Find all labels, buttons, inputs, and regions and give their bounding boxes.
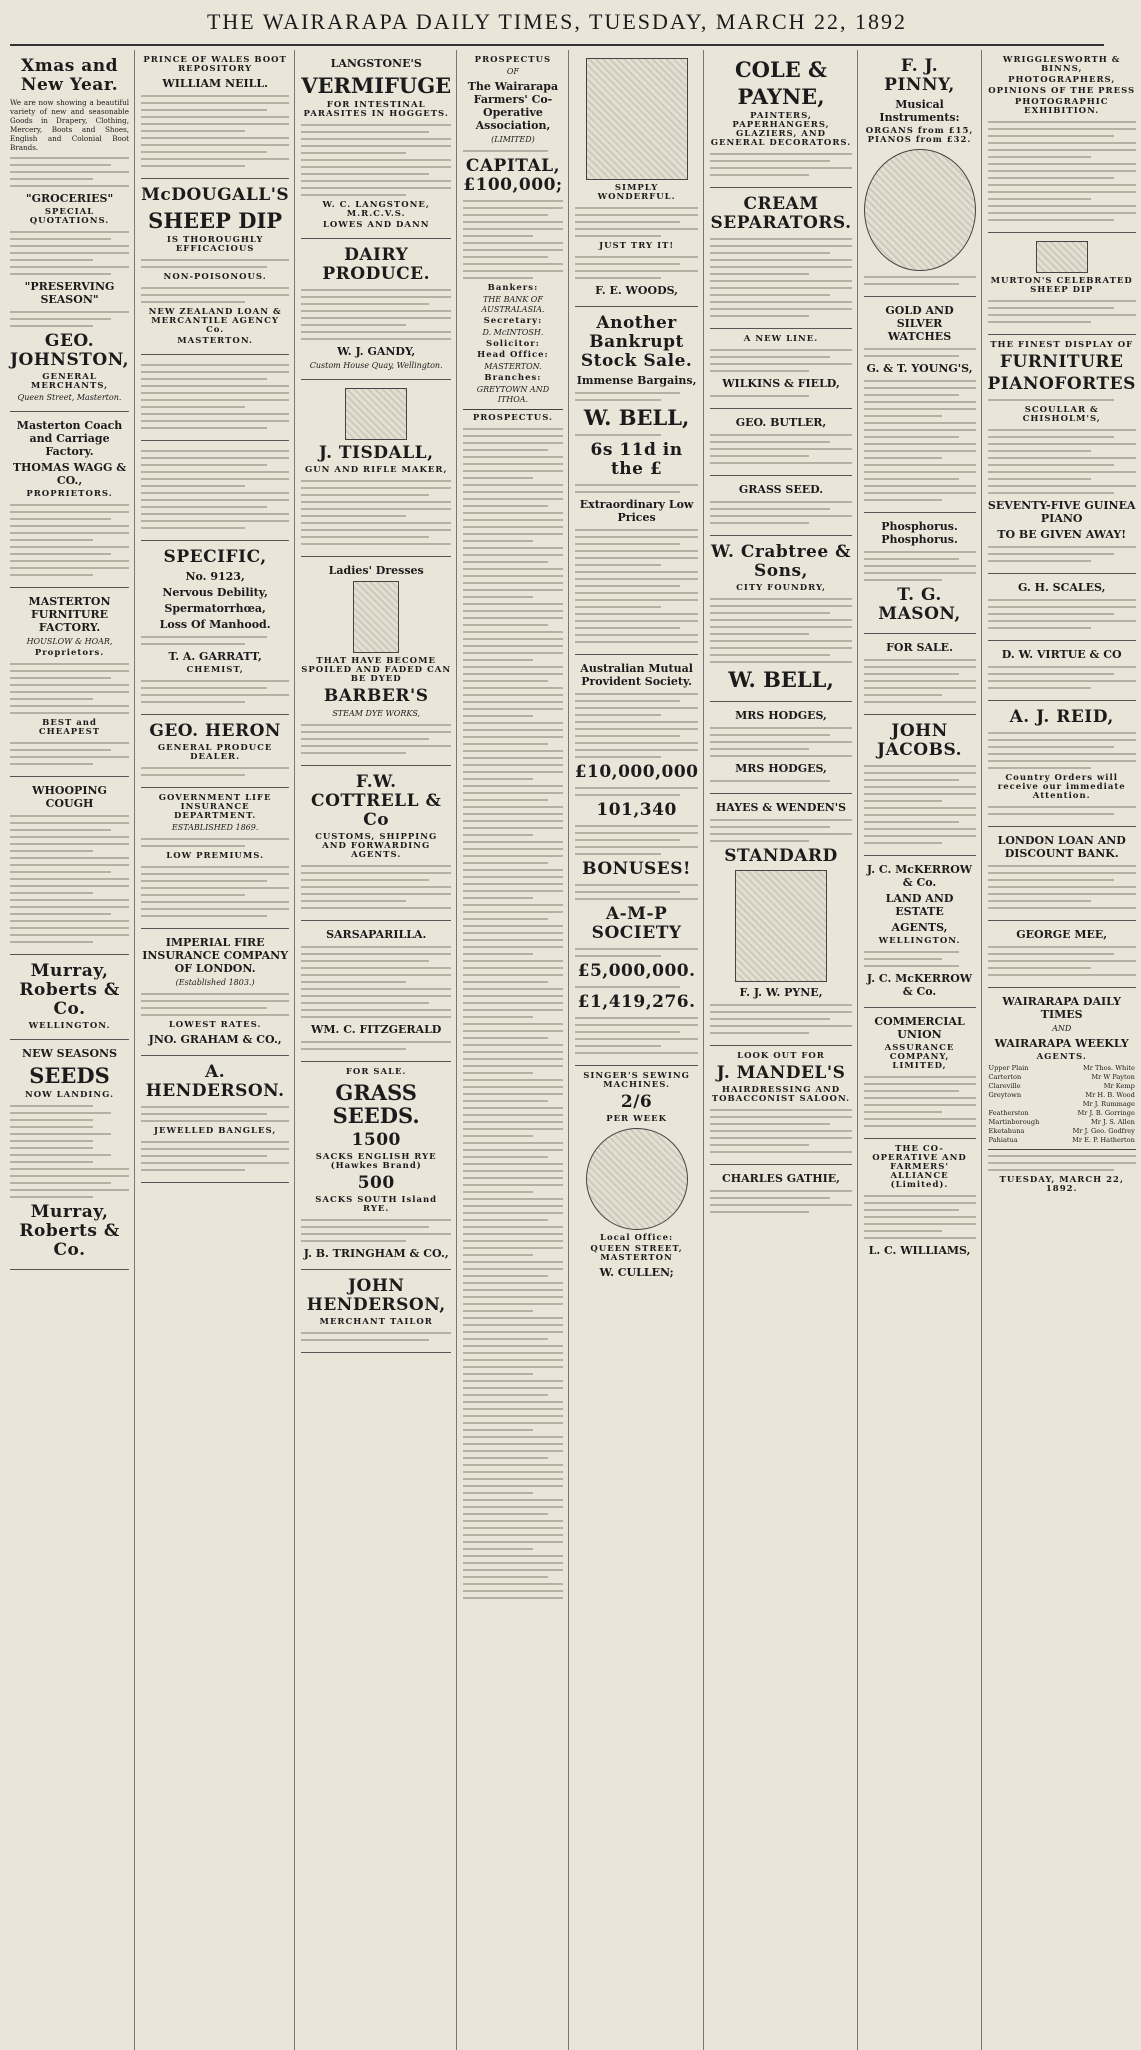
furniture-heading: MASTERTON FURNITURE FACTORY. xyxy=(28,595,111,634)
scoullar-name: SCOULLAR & CHISHOLM'S, xyxy=(1022,405,1101,424)
vermifuge-ad xyxy=(301,50,451,239)
barbers-sub: STEAM DYE WORKS, xyxy=(332,709,421,718)
low-prices: Extraordinary Low Prices xyxy=(579,498,694,524)
singer-medallion xyxy=(586,1128,688,1230)
opinions-heading: OPINIONS OF THE PRESS xyxy=(988,86,1136,96)
geo-johnston-sub: GENERAL MERCHANTS, xyxy=(30,372,109,391)
agent-place: Featherston xyxy=(988,1109,1029,1117)
agent-name: Mr Kemp xyxy=(1103,1082,1135,1090)
grass-seed-ad xyxy=(710,476,851,536)
tisdall-sub: GUN AND RIFLE MAKER, xyxy=(304,465,448,475)
old-cure-ad xyxy=(141,441,289,541)
govt-heading: GOVERNMENT LIFE INSURANCE DEPARTMENT. xyxy=(158,793,272,821)
scales-name: G. H. SCALES, xyxy=(1017,581,1106,594)
mcdougall-name: McDOUGALL'S xyxy=(141,185,290,205)
prince-of-wales-ad xyxy=(141,50,289,179)
another-bankrupt: Another Bankrupt Stock Sale. xyxy=(580,313,693,371)
phosphorus-heading: Phosphorus. Phosphorus. xyxy=(881,520,958,546)
sarsaparilla-ad xyxy=(301,921,451,1062)
mandel-ad xyxy=(710,1046,851,1165)
amp-name: A-M-P SOCIETY xyxy=(591,904,682,943)
mandel-name: J. MANDEL'S xyxy=(716,1063,846,1083)
henderson-ad xyxy=(141,1056,289,1183)
crabtree-name: W. Crabtree & Sons, xyxy=(711,542,851,581)
gandy-sub: Custom House Quay, Wellington. xyxy=(309,361,443,370)
agent-row xyxy=(988,1136,1136,1145)
wdt-heading: WAIRARAPA DAILY TIMES xyxy=(1002,995,1122,1021)
lowest-rates: LOWEST RATES. xyxy=(168,1020,262,1030)
column-1 xyxy=(10,50,135,2050)
xmas-body: We are now showing a beautiful variety of new and seasonable Goods in Drapery, Clothing, Mercery, Boots and Shoes, English and Colonial Boot Brands. xyxy=(10,98,130,152)
photographers-label: PHOTOGRAPHERS, xyxy=(1008,75,1116,85)
organs-pianos: ORGANS from £15, PIANOS from £32. xyxy=(865,126,974,145)
agent-place: Martinborough xyxy=(988,1118,1040,1126)
agent-name: Mr J. S. Allen xyxy=(1090,1118,1135,1126)
secretary-label: Secretary: xyxy=(483,316,543,326)
agent-place xyxy=(988,1100,1055,1109)
sewing-machine-illustration xyxy=(735,870,827,982)
govt-established: ESTABLISHED 1869. xyxy=(171,823,259,832)
reid-ad xyxy=(988,701,1136,827)
now-landing: NOW LANDING. xyxy=(25,1090,115,1100)
whooping-cough-ad xyxy=(10,777,129,955)
heron-ad xyxy=(141,715,289,788)
reid-name: A. J. REID, xyxy=(1009,707,1114,727)
bankers-label: Bankers: xyxy=(487,283,539,293)
agent-row xyxy=(988,1118,1136,1127)
agent-name: Mr E. P. Hatherton xyxy=(1072,1136,1135,1144)
price-in-pound: 6s 11d in the £ xyxy=(590,440,683,479)
branch-places: GREYTOWN AND ITHOA. xyxy=(476,385,550,404)
singer-ad xyxy=(575,1066,699,1288)
cream-heading: CREAM SEPARATORS. xyxy=(710,194,852,233)
given-away: TO BE GIVEN AWAY! xyxy=(997,528,1127,541)
wfc-name: The Wairarapa Farmers' Co-Operative Association, xyxy=(467,80,559,132)
fitzgerald-name: WM. C. FITZGERALD xyxy=(311,1023,442,1036)
agent-row xyxy=(988,1109,1136,1118)
virtue-ad xyxy=(988,641,1136,701)
furniture-owner-sub: Proprietors. xyxy=(34,648,105,658)
prince-heading: PRINCE OF WALES BOOT REPOSITORY xyxy=(143,55,287,74)
local-office: Local Office: xyxy=(599,1233,674,1243)
column-7 xyxy=(864,50,982,2050)
painters-sub: PAINTERS, PAPERHANGERS, GLAZIERS, AND GENERAL DECORATORS. xyxy=(710,111,852,148)
farmers-alliance-ad xyxy=(864,1139,976,1266)
john-henderson-ad xyxy=(301,1270,451,1353)
w-langstone: W. C. LANGSTONE, M.R.C.V.S. xyxy=(322,200,430,219)
agent-row xyxy=(988,1082,1136,1091)
for-sale-heading: FOR SALE. xyxy=(886,641,953,654)
bell-name-1: W. BELL, xyxy=(583,405,690,430)
preserving-heading: "PRESERVING SEASON" xyxy=(24,280,115,306)
provident-heading: Australian Mutual Provident Society. xyxy=(580,662,693,688)
woods-name: F. E. WOODS, xyxy=(595,284,678,297)
agent-row xyxy=(988,1064,1136,1073)
look-out: LOOK OUT FOR xyxy=(737,1051,825,1061)
loan-bank-ad xyxy=(988,827,1136,921)
pyne-name: F. J. W. PYNE, xyxy=(739,986,823,999)
agent-row xyxy=(988,1091,1136,1100)
agents-heading: AGENTS. xyxy=(1036,1052,1087,1062)
wagg-sub: PROPRIETORS. xyxy=(26,489,113,499)
cream-separators-ad xyxy=(710,188,851,329)
agent-name: Mr H. B. Wood xyxy=(1085,1091,1135,1099)
specific-number: No. 9123, xyxy=(185,570,245,583)
commercial-union-sub: ASSURANCE COMPANY, LIMITED, xyxy=(884,1043,955,1071)
farmers-alliance: THE CO-OPERATIVE AND FARMERS' ALLIANCE (Limited). xyxy=(872,1144,967,1190)
lowes-dann: LOWES AND DANN xyxy=(322,220,430,230)
sheep-dip-sub: IS THOROUGHLY EFFICACIOUS xyxy=(166,235,264,254)
qty-1500-sub: SACKS ENGLISH RYE (Hawkes Brand) xyxy=(315,1152,437,1171)
best-cheapest: BEST and CHEAPEST xyxy=(38,718,101,737)
mason-name: T. G. MASON, xyxy=(878,585,961,624)
lemon-ad xyxy=(141,355,289,441)
murray-name-1: Murray, Roberts & Co. xyxy=(19,961,120,1019)
garratt-sub: CHEMIST, xyxy=(186,665,244,675)
heron-name: GEO. HERON xyxy=(149,721,281,741)
for-sale: FOR SALE. xyxy=(345,1067,407,1077)
sheep-dip-ad xyxy=(141,179,289,355)
hayes-name: HAYES & WENDEN'S xyxy=(715,801,847,814)
mckerrow-name-1: J. C. McKERROW & Co. xyxy=(866,863,973,889)
grass-seeds-heading: GRASS SEEDS. xyxy=(332,1080,420,1128)
seeds-ad xyxy=(10,1040,129,1270)
per-week: PER WEEK xyxy=(606,1114,667,1124)
cottrell-name: F.W. COTTRELL & Co xyxy=(311,772,442,830)
non-poisonous: NON-POISONOUS. xyxy=(163,272,267,282)
xmas-heading: Xmas and New Year. xyxy=(20,56,119,95)
bankrupt-sale-ad xyxy=(575,307,699,655)
whooping-heading: WHOOPING COUGH xyxy=(32,784,107,810)
tringham-name: J. B. TRINGHAM & CO., xyxy=(303,1247,449,1260)
agent-name: Mr Thos. White xyxy=(1083,1064,1135,1072)
furniture-display-ad xyxy=(988,335,1136,574)
tisdall-name: J. TISDALL, xyxy=(318,443,434,463)
ten-million: £10,000,000 xyxy=(574,762,699,782)
low-premiums: LOW PREMIUMS. xyxy=(166,851,265,861)
qty-500: 500 xyxy=(357,1173,395,1193)
wilkins-name: WILKINS & FIELD, xyxy=(722,377,840,390)
henderson-name: A. HENDERSON. xyxy=(145,1062,285,1101)
graham-name: JNO. GRAHAM & CO., xyxy=(148,1033,282,1046)
cole-payne-ad xyxy=(710,50,851,188)
simply-wonderful-ad xyxy=(575,50,699,307)
specific-heading: SPECIFIC, xyxy=(163,547,267,567)
garratt-name: T. A. GARRATT, xyxy=(168,650,262,663)
head-office-label: Head Office: xyxy=(477,350,549,360)
photographers-ad xyxy=(988,50,1136,233)
agents-table xyxy=(988,1064,1136,1145)
loss-of-manhood: Loss Of Manhood. xyxy=(159,618,271,631)
hodges-name-2: MRS HODGES, xyxy=(735,762,827,775)
virtue-name: D. W. VIRTUE & CO xyxy=(1001,648,1122,661)
gathie-name: CHARLES GATHIE, xyxy=(722,1172,840,1185)
furniture-owner: HOUSLOW & HOAR, xyxy=(26,637,113,646)
column-2 xyxy=(141,50,295,2050)
solicitor-label: Solicitor: xyxy=(485,339,540,349)
grass-seeds-ad xyxy=(301,1062,451,1270)
column-6 xyxy=(710,50,857,2050)
branches-label: Branches: xyxy=(484,373,542,383)
exhibition-heading: PHOTOGRAPHIC EXHIBITION. xyxy=(1014,97,1109,116)
jacobs-name: JOHN JACOBS. xyxy=(877,721,963,760)
prospectus-label: PROSPECTUS xyxy=(474,55,552,65)
imperial-established: (Established 1803.) xyxy=(175,978,255,987)
gold-watches: GOLD AND SILVER WATCHES xyxy=(885,304,954,343)
agent-row xyxy=(988,1127,1136,1136)
bell-name-2: W. BELL, xyxy=(728,667,834,692)
young-name: G. & T. YOUNG'S, xyxy=(866,362,973,375)
gun-illustration xyxy=(345,388,407,440)
bonuses-heading: BONUSES! xyxy=(582,859,691,879)
agent-place: Carterton xyxy=(988,1073,1022,1081)
finest-display: THE FINEST DISPLAY OF xyxy=(990,340,1134,350)
seeds-heading: SEEDS xyxy=(29,1063,110,1088)
tisdall-ad xyxy=(301,380,451,557)
barbers-name: BARBER'S xyxy=(323,686,429,706)
saloon-sub: HAIRDRESSING AND TOBACCONIST SALOON. xyxy=(711,1085,851,1104)
heron-sub: GENERAL PRODUCE DEALER. xyxy=(157,743,273,762)
agent-row xyxy=(988,1100,1136,1109)
imperial-fire-ad xyxy=(141,929,289,1056)
qty-1500: 1500 xyxy=(351,1130,401,1150)
groceries-heading: "GROCERIES" xyxy=(25,192,114,205)
crabtree-ad xyxy=(710,536,851,702)
singer-heading: SINGER'S SEWING MACHINES. xyxy=(583,1071,690,1090)
agent-place: Eketahuna xyxy=(988,1127,1025,1135)
prospectus-ad xyxy=(463,50,563,1610)
prospectus-of: OF xyxy=(506,67,519,76)
agent-row xyxy=(988,1073,1136,1082)
wilkins-field-ad xyxy=(710,329,851,409)
murray-ad-1 xyxy=(10,955,129,1040)
immense-bargains: Immense Bargains, xyxy=(576,374,697,387)
column-4 xyxy=(463,50,569,2050)
murray-sub-1: WELLINGTON. xyxy=(28,1021,111,1031)
williams-name: L. C. WILLIAMS, xyxy=(868,1244,971,1257)
land-estate: LAND AND ESTATE xyxy=(885,892,954,918)
agent-name: Mr J. Rummage xyxy=(1082,1100,1135,1108)
cottrell-ad xyxy=(301,766,451,921)
govt-insurance-ad xyxy=(141,788,289,929)
butler-name: GEO. BUTLER, xyxy=(735,416,827,429)
five-million: £5,000,000. xyxy=(577,961,696,981)
agents-ad xyxy=(988,988,1136,1202)
john-henderson-sub: MERCHANT TAILOR xyxy=(319,1317,433,1327)
murray-name-2: Murray, Roberts & Co. xyxy=(19,1202,120,1260)
instruments-illustration xyxy=(864,149,976,271)
standard-heading: STANDARD xyxy=(724,846,838,866)
city-foundry: CITY FOUNDRY, xyxy=(736,583,826,593)
xmas-ad xyxy=(10,50,129,412)
simply-wonderful: SIMPLY WONDERFUL. xyxy=(597,183,676,202)
geo-johnston-name: GEO. JOHNSTON, xyxy=(10,331,130,370)
murtons-heading: MURTON'S CELEBRATED SHEEP DIP xyxy=(990,276,1133,295)
wfc-limited: (LIMITED) xyxy=(491,135,535,144)
neill-name: WILLIAM NEILL. xyxy=(162,77,268,90)
seventy-five-guinea: SEVENTY-FIVE GUINEA PIANO xyxy=(987,499,1136,525)
phosphorus-ad xyxy=(864,513,976,634)
new-line: A NEW LINE. xyxy=(743,334,819,344)
dresses-sub: THAT HAVE BECOME SPOILED AND FADED CAN BE DYED xyxy=(301,656,452,684)
payne-heading: PAYNE, xyxy=(737,84,825,109)
jacobs-ad xyxy=(864,715,976,856)
spermatorrhoea: Spermatorrhœa, xyxy=(164,602,266,615)
hodges-name-1: MRS HODGES, xyxy=(735,709,827,722)
coach-factory-ad xyxy=(10,412,129,588)
commercial-union-ad xyxy=(864,1008,976,1139)
sheep-dip-ad-2 xyxy=(988,233,1136,335)
head-office-place: MASTERTON. xyxy=(484,362,542,371)
for-sale-ad xyxy=(864,634,976,715)
musical-instruments: Musical Instruments: xyxy=(879,98,960,124)
weekly-heading: WAIRARAPA WEEKLY xyxy=(994,1037,1129,1050)
capital: CAPITAL, £100,000; xyxy=(463,156,563,195)
agent-place: Upper Plain xyxy=(988,1064,1029,1072)
bonus-amount: £1,419,276. xyxy=(577,992,696,1012)
hayes-wenden-ad xyxy=(710,794,851,1046)
commercial-union: COMMERCIAL UNION xyxy=(874,1015,965,1041)
john-henderson-name: JOHN HENDERSON, xyxy=(306,1276,446,1315)
loan-agency: NEW ZEALAND LOAN & MERCANTILE AGENCY Co. xyxy=(148,307,282,335)
wdt-and: AND xyxy=(1052,1024,1072,1033)
agents-label: AGENTS, xyxy=(891,921,948,934)
pinny-ad xyxy=(864,50,976,297)
agent-name: Mr J. B. Gorringe xyxy=(1077,1109,1135,1117)
grass-seed-heading: GRASS SEED. xyxy=(738,483,824,496)
gandy-name: W. J. GANDY, xyxy=(337,345,416,358)
cullen-name: W. CULLEN; xyxy=(599,1266,674,1279)
agent-name: Mr W Payton xyxy=(1091,1073,1135,1081)
lady-illustration xyxy=(353,581,399,653)
mckerrow-name-2: J. C. McKERROW & Co. xyxy=(866,972,973,998)
objects-heading: PROSPECTUS. xyxy=(472,413,554,423)
column-5 xyxy=(575,50,705,2050)
qty-500-sub: SACKS SOUTH Island RYE. xyxy=(315,1195,438,1214)
columns xyxy=(10,50,1136,2050)
bank-name: THE BANK OF AUSTRALASIA. xyxy=(481,295,545,314)
furniture-factory-ad xyxy=(10,588,129,777)
imperial-heading: IMPERIAL FIRE INSURANCE COMPANY OF LONDON. xyxy=(142,936,289,975)
geo-johnston-address: Queen Street, Masterton. xyxy=(17,393,122,402)
gathie-ad xyxy=(710,1165,851,1224)
ladies-dresses: Ladies' Dresses xyxy=(328,564,424,577)
wagg-name: THOMAS WAGG & CO., xyxy=(12,461,127,487)
vermifuge-heading: VERMIFUGE xyxy=(301,73,452,98)
two-six: 2/6 xyxy=(620,1092,653,1112)
langstone-heading: LANGSTONE'S xyxy=(330,57,422,70)
pinny-name: F. J. PINNY, xyxy=(884,56,955,95)
mckerrow-ad xyxy=(864,856,976,1008)
customs-heading: CUSTOMS, SHIPPING AND FORWARDING AGENTS. xyxy=(315,832,438,860)
dairy-heading: DAIRY PRODUCE. xyxy=(322,245,431,284)
mee-name: GEORGE MEE, xyxy=(1016,928,1108,941)
nervous-debility: Nervous Debility, xyxy=(162,586,268,599)
dye-works-ad xyxy=(301,557,451,766)
agent-place: Greytown xyxy=(988,1091,1022,1099)
loan-agency-place: MASTERTON. xyxy=(177,336,254,346)
butler-ad xyxy=(710,409,851,476)
footer-date: TUESDAY, MARCH 22, 1892. xyxy=(999,1175,1124,1194)
sarsaparilla-heading: SARSAPARILLA. xyxy=(326,928,427,941)
masthead-title: THE WAIRARAPA DAILY TIMES, TUESDAY, MARCH 22, 1892 xyxy=(10,0,1104,46)
sheep-illustration xyxy=(1036,241,1088,273)
agent-place: Clareville xyxy=(988,1082,1021,1090)
queen-street: QUEEN STREET, MASTERTON xyxy=(590,1244,683,1263)
groceries-sub: SPECIAL QUOTATIONS. xyxy=(29,207,110,226)
furniture-heading: FURNITURE xyxy=(999,352,1124,372)
coach-heading: Masterton Coach and Carriage Factory. xyxy=(16,419,123,458)
prospectus-text xyxy=(463,428,563,1599)
wrigglesworth-name: WRIGGLESWORTH & BINNS, xyxy=(1002,55,1121,74)
amp-society-ad xyxy=(575,655,699,1066)
watches-ad xyxy=(864,297,976,513)
column-8 xyxy=(988,50,1141,2050)
sheep-dip-heading: SHEEP DIP xyxy=(148,208,283,233)
mee-ad xyxy=(988,921,1136,988)
agent-place: Pahiatua xyxy=(988,1136,1018,1144)
agent-name: Mr J. Geo. Godfrey xyxy=(1072,1127,1135,1135)
vermifuge-sub: FOR INTESTINAL PARASITES IN HOGGETS. xyxy=(303,100,449,119)
total-members: 101,340 xyxy=(596,800,677,820)
column-3 xyxy=(301,50,457,2050)
hodges-ad xyxy=(710,702,851,794)
new-season-heading: NEW SEASONS xyxy=(22,1047,118,1060)
just-try-it: JUST TRY IT! xyxy=(599,241,675,251)
loan-bank-heading: LONDON LOAN AND DISCOUNT BANK. xyxy=(997,834,1126,860)
dairy-ad xyxy=(301,239,451,380)
jewelled-bangles: JEWELLED BANGLES, xyxy=(153,1126,277,1136)
specific-ad xyxy=(141,541,289,715)
country-orders: Country Orders will receive our immediate Attention. xyxy=(997,773,1126,801)
scales-ad xyxy=(988,574,1136,641)
pianofortes-heading: PIANOFORTES xyxy=(987,374,1136,394)
secretary-name: D. McINTOSH. xyxy=(482,328,544,337)
cole-heading: COLE & xyxy=(734,57,828,82)
couple-illustration xyxy=(586,58,688,180)
wellington-label: WELLINGTON. xyxy=(878,936,961,946)
